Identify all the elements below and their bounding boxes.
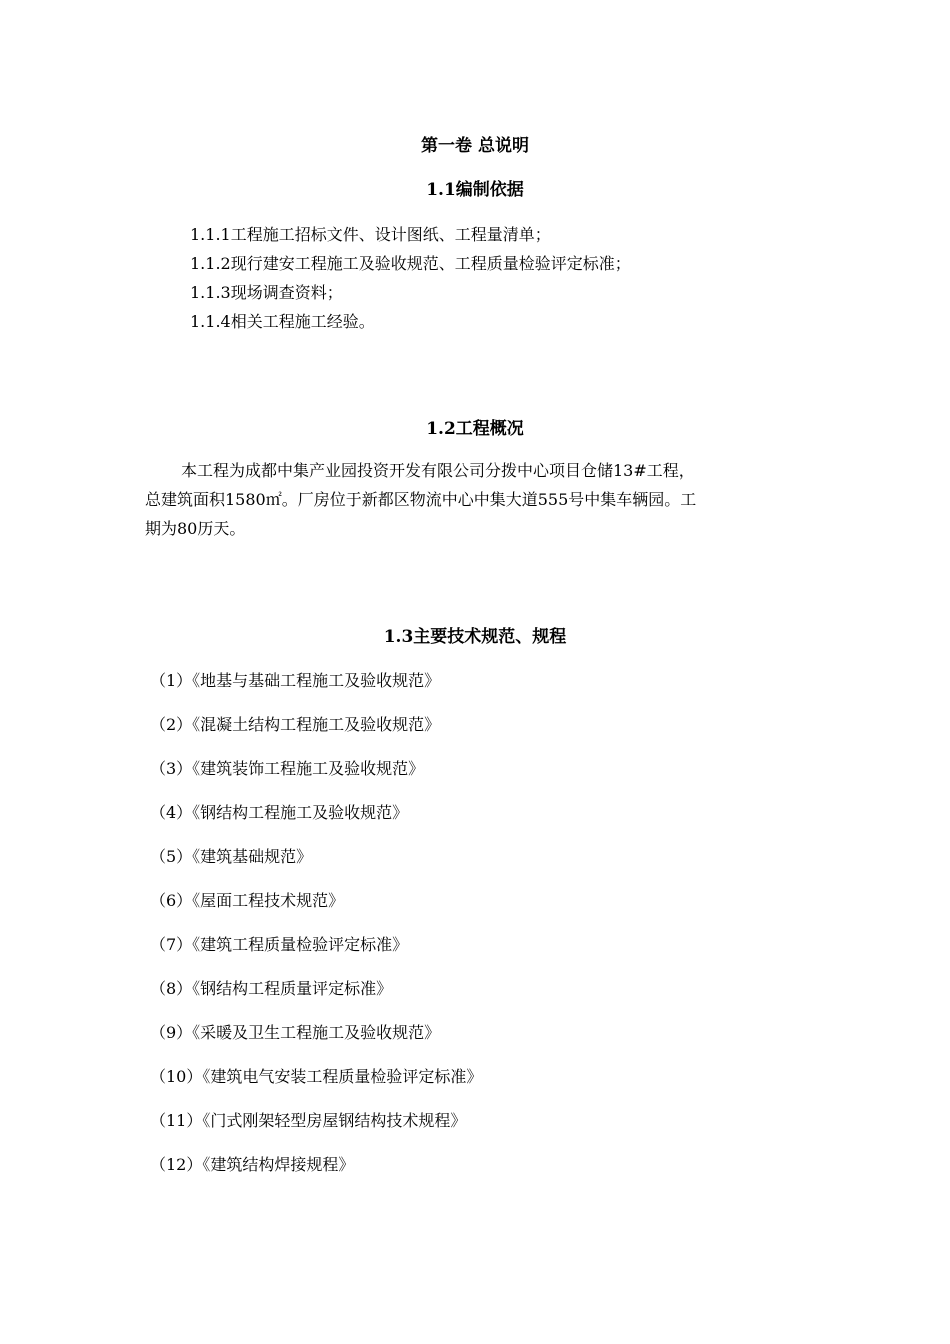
list-item: （5）《建筑基础规范》 bbox=[150, 847, 313, 866]
list-item: 1.1.2现行建安工程施工及验收规范、工程质量检验评定标准； bbox=[190, 254, 631, 273]
list-item: （12）《建筑结构焊接规程》 bbox=[150, 1155, 355, 1174]
section-title-standards: 1.3主要技术规范、规程 bbox=[383, 627, 567, 647]
list-item: （11）《门式刚架轻型房屋钢结构技术规程》 bbox=[150, 1111, 467, 1130]
list-item: （1）《地基与基础工程施工及验收规范》 bbox=[150, 671, 441, 690]
paragraph-line: 本工程为成都中集产业园投资开发有限公司分拨中心项目仓储13#工程， bbox=[181, 461, 695, 480]
list-item: （9）《采暖及卫生工程施工及验收规范》 bbox=[150, 1023, 441, 1042]
overview-paragraph bbox=[145, 456, 795, 543]
list-item: 1.1.3现场调查资料； bbox=[190, 283, 343, 302]
standards-list bbox=[150, 668, 482, 1196]
list-item: （6）《屋面工程技术规范》 bbox=[150, 891, 345, 910]
list-item: （10）《建筑电气安装工程质量检验评定标准》 bbox=[150, 1067, 483, 1086]
volume-title: 第一卷 总说明 bbox=[421, 136, 529, 156]
list-item: （2）《混凝土结构工程施工及验收规范》 bbox=[150, 715, 441, 734]
list-item: （7）《建筑工程质量检验评定标准》 bbox=[150, 935, 409, 954]
list-item: 1.1.4相关工程施工经验。 bbox=[190, 312, 375, 331]
list-item: （8）《钢结构工程质量评定标准》 bbox=[150, 979, 393, 998]
list-item: （4）《钢结构工程施工及验收规范》 bbox=[150, 803, 409, 822]
basis-list bbox=[190, 220, 631, 336]
paragraph-line: 期为80历天。 bbox=[145, 519, 246, 538]
section-title-overview: 1.2工程概况 bbox=[426, 419, 524, 439]
list-item: 1.1.1工程施工招标文件、设计图纸、工程量清单； bbox=[190, 225, 551, 244]
section-title-basis: 1.1编制依据 bbox=[426, 180, 524, 200]
paragraph-line: 总建筑面积1580㎡。厂房位于新都区物流中心中集大道555号中集车辆园。工 bbox=[145, 490, 697, 509]
list-item: （3）《建筑装饰工程施工及验收规范》 bbox=[150, 759, 425, 778]
